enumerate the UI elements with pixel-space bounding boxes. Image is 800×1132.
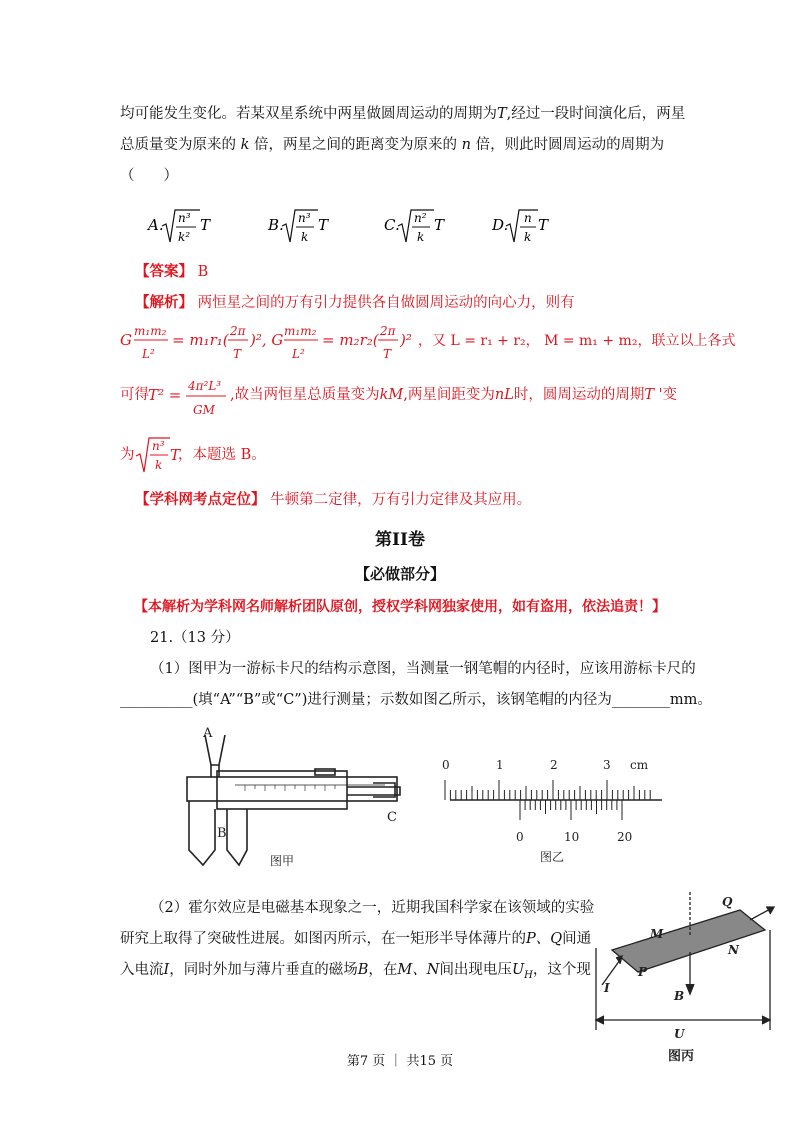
svg-text:B: B [674,989,685,1003]
svg-text:C.: C. [384,216,400,234]
svg-text:T: T [233,347,242,361]
option-b [267,210,329,244]
copyright-notice: 【本解析为学科网名师解析团队原创，授权学科网独家使用，如有盗用，依法追责！】 [134,599,666,615]
svg-text:n²: n² [414,211,427,225]
svg-text:T: T [170,446,181,464]
svg-text:n: n [524,211,532,225]
svg-text:T: T [383,347,392,361]
svg-text:1: 1 [496,758,504,772]
svg-text:L²: L² [292,347,305,361]
svg-text:k²: k² [178,230,191,244]
svg-text:n³: n³ [152,439,165,453]
svg-text:U: U [674,1027,685,1041]
q21-part2-line1: （2）霍尔效应是电磁基本现象之一，近期我国科学家在该领域的实验 [150,900,595,916]
svg-text:4π²L³: 4π²L³ [188,379,222,393]
svg-text:I: I [604,981,610,995]
option-d [491,210,549,244]
q21-part1-line2: __________(填“A”“B”或“C”)进行测量；示数如图乙所示，该钢笔帽的内径为________mm。 [120,692,712,708]
svg-text:T: T [434,216,445,234]
analysis-equation-1 [118,316,736,364]
svg-text:2: 2 [550,758,558,772]
svg-text:m₁m₂: m₁m₂ [284,324,317,338]
svg-text:20: 20 [617,830,633,844]
svg-text:cm: cm [630,758,649,772]
option-c [384,210,445,244]
answer-radical [134,432,181,476]
svg-text:0: 0 [516,830,524,844]
q20-line2: 总质量变为原来的 k 倍，两星之间的距离变为原来的 n 倍，则此时圆周运动的周期为 [120,137,665,153]
q21-part2-line2: 研究上取得了突破性进展。如图丙所示，在一矩形半导体薄片的P、Q间通 [120,931,592,947]
q21-part2-line3: 入电流I，同时外加与薄片垂直的磁场B，在M、N间出现电压$U_H$，这个现 [120,962,591,981]
svg-text:T: T [200,216,211,234]
section-subtitle: 【必做部分】 [354,565,445,583]
svg-text:m₁m₂: m₁m₂ [134,324,167,338]
svg-text:)²: )² [400,331,412,349]
svg-text:2π: 2π [230,324,246,338]
svg-text:n³: n³ [178,211,191,225]
svg-text:)², G: )², G [250,331,284,349]
section-title: 第II卷 [375,530,425,550]
figure-jia-caliper [175,725,415,870]
svg-text:0: 0 [442,758,450,772]
svg-text:D.: D. [492,216,509,234]
svg-text:，又 L = r₁ + r₂， M = m₁ + m₂，联立: ，又 L = r₁ + r₂， M = m₁ + m₂，联立以上各式 [418,333,736,349]
svg-text:3: 3 [603,758,611,772]
svg-text:2π: 2π [380,324,396,338]
svg-text:T: T [318,216,329,234]
figure-bing-hall [590,890,780,1065]
svg-text:图丙: 图丙 [668,1049,695,1064]
page-footer: 第7 页 ｜ 共15 页 [346,1054,454,1069]
svg-text:n³: n³ [298,211,311,225]
figure-yi-vernier [440,755,670,865]
q20-line1: 均可能发生变化。若某双星系统中两星做圆周运动的周期为T,经过一段时间演化后，两星 [120,106,686,122]
q20-paren: （ ） [120,168,178,184]
svg-text:Q: Q [722,895,733,909]
svg-text:G: G [120,331,132,349]
svg-text:A.: A. [148,216,164,234]
svg-text:k: k [417,230,425,244]
analysis-equation-2: 可得 T² = 4π²L³ GM ,故当两恒星总质量变为kM,两星间距变为nL时，圆周运动的周期T '变 [120,372,700,422]
svg-text:B: B [217,826,227,841]
svg-text:k: k [155,458,163,472]
kaodian-line: 【学科网考点定位】 牛顿第二定律，万有引力定律及其应用。 [135,491,532,508]
svg-text:图甲: 图甲 [270,854,295,868]
svg-text:T² =: T² = [148,386,182,404]
analysis-conclusion: 为 n³ k T ，本题选 B。 [120,432,420,476]
svg-text:L²: L² [142,347,155,361]
answer-line: 【答案】 B [135,263,209,280]
svg-text:10: 10 [564,830,580,844]
svg-text:M: M [650,927,664,941]
svg-text:T: T [538,216,549,234]
q21-header: 21.（13 分） [150,630,240,646]
svg-text:图乙: 图乙 [540,850,565,864]
svg-text:P: P [638,965,648,979]
svg-text:A: A [203,726,213,741]
t-squared-formula [148,372,228,422]
option-a [146,210,211,244]
q21-part1-line1: （1）图甲为一游标卡尺的结构示意图，当测量一钢笔帽的内径时，应该用游标卡尺的 [150,661,696,677]
svg-text:B.: B. [268,216,284,234]
svg-text:k: k [524,230,532,244]
svg-text:N: N [728,943,739,957]
q20-options [140,200,590,250]
svg-text:GM: GM [193,403,215,417]
svg-text:= m₂r₂(: = m₂r₂( [322,331,379,349]
analysis-line1: 【解析】 两恒星之间的万有引力提供各自做圆周运动的向心力，则有 [135,294,575,311]
svg-text:= m₁r₁(: = m₁r₁( [172,331,229,349]
svg-text:C: C [387,810,397,825]
svg-text:k: k [301,230,309,244]
